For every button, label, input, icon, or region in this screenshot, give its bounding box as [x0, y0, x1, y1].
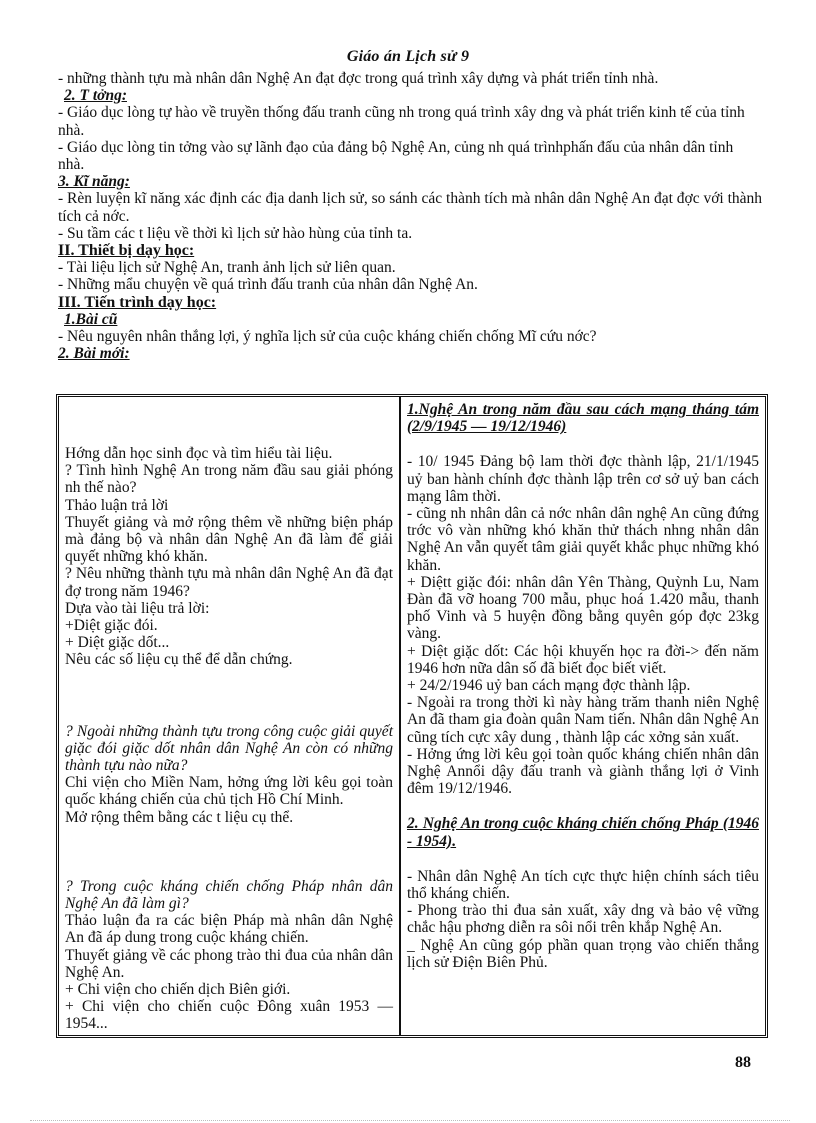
text-line: - cũng nh nhân dân cả nớc nhân dân nghệ An cũng đứng trớc vô vàn những khó khăn thử thách nhng nhân dân Nghệ An vẫn quyết tâm giải quyết khắc phục những khó khăn.	[407, 505, 759, 574]
text-line: ? Nêu những thành tựu mà nhân dân Nghệ An đã đạt đợ trong năm 1946?	[65, 565, 393, 600]
text-line: Chi viện cho Miền Nam, hởng ứng lời kêu gọi toàn quốc kháng chiến của chủ tịch Hồ Chí Minh.	[65, 774, 393, 809]
text-line: - Phong trào thi đua sản xuất, xây dng và bảo vệ vững chắc hậu phơng diễn ra sôi nổi trên khắp Nghệ An.	[407, 902, 759, 937]
text-line: - 10/ 1945 Đảng bộ lam thời đợc thành lập, 21/1/1945 uỷ ban hành chính đợc thành lập trên cơ sở uỷ ban cách mạng lâm thời.	[407, 453, 759, 505]
text-line: + Chi viện cho chiến dịch Biên giới.	[65, 981, 291, 999]
text-line: ? Tình hình Nghệ An trong năm đầu sau giải phóng nh thế nào?	[65, 462, 393, 497]
text-line: + Diệt giặc dốt...	[65, 634, 170, 652]
subheading-old-lesson: 1.Bài cũ	[64, 310, 118, 328]
page-header: Giáo án Lịch sử 9	[346, 48, 470, 65]
content-column	[401, 397, 765, 1035]
text-line: + Diệtt giặc đói: nhân dân Yên Thàng, Quỳnh Lu, Nam Đàn đã vỡ hoang 700 mẫu, phục hoá 1.420 mẫu, thanh phố Vinh và 5 huyện đồng bằng quyên góp đợc 23kg vàng.	[407, 573, 759, 643]
footer-divider	[30, 1120, 790, 1121]
text-line: - những thành tựu mà nhân dân Nghệ An đạt đợc trong quá trình xây dựng và phát triển tỉnh nhà.	[58, 70, 659, 87]
text-line: Thuyết giảng về các phong trào thi đua của nhân dân Nghệ An.	[65, 946, 393, 981]
lesson-intro	[58, 70, 763, 362]
subheading-new-lesson: 2. Bài mới:	[58, 345, 130, 363]
subheading-skills: 3. Kĩ năng:	[58, 173, 130, 191]
text-line: Dựa vào tài liệu trả lời:	[65, 599, 210, 617]
question-line: ? Ngoài những thành tựu trong công cuộc giải quyết giặc đói giặc dốt nhân dân Nghệ An còn có những thành tựu nào nữa?	[65, 722, 393, 775]
text-line: + 24/2/1946 uỷ ban cách mạng đợc thành lập.	[407, 677, 691, 695]
content-heading-2: 2. Nghệ An trong cuộc kháng chiến chống Pháp (1946 - 1954).	[407, 815, 759, 850]
text-line: + Diệt giặc dốt: Các hội khuyến học ra đời-> đến năm 1946 hơn nữa dân số đã biết đọc biết viết.	[407, 642, 759, 677]
text-line: Thảo luận đa ra các biện Pháp mà nhân dân Nghệ An đã áp dung trong cuộc kháng chiến.	[65, 912, 393, 947]
text-line: +Diệt giặc đói.	[65, 617, 158, 635]
content-heading-1: 1.Nghệ An trong năm đầu sau cách mạng tháng tám (2/9/1945 — 19/12/1946)	[407, 401, 759, 436]
text-line: Thuyết giảng và mở rộng thêm về những biện pháp mà đảng bộ và nhân dân Nghệ An đã làm để giải quyết những khó khăn.	[65, 513, 393, 566]
text-line: - Giáo dục lòng tin tởng vào sự lãnh đạo của đảng bộ Nghệ An, củng nh quá trìnhphấn đấu của nhân dân tỉnh nhà.	[58, 138, 734, 174]
text-line: Nêu các số liệu cụ thể để dẫn chứng.	[65, 651, 293, 669]
teacher-activities-column	[59, 397, 401, 1035]
text-line: Mở rộng thêm bằng các t liệu cụ thể.	[65, 808, 294, 826]
text-line: - Nhân dân Nghệ An tích cực thực hiện chính sách tiêu thổ kháng chiến.	[407, 867, 759, 903]
subheading-thought: 2. T tởng:	[64, 87, 127, 105]
text-line: - Những mẩu chuyện về quá trình đấu tranh của nhân dân Nghệ An.	[58, 276, 478, 294]
page-number: 88	[735, 1054, 751, 1071]
text-line: - Rèn luyện kĩ năng xác định các địa danh lịch sử, so sánh các thành tích mà nhân dân Nghệ An đạt đợc với thành tích cả nớc.	[58, 190, 763, 225]
text-line: - Tài liệu lịch sử Nghệ An, tranh ảnh lịch sử liên quan.	[58, 259, 396, 277]
section-equipment: II. Thiết bị dạy học:	[58, 242, 195, 260]
text-line: - Giáo dục lòng tự hào về truyền thống đấu tranh cũng nh trong quá trình xây dng và phát triển kinh tế của tỉnh nhà.	[58, 104, 745, 139]
text-line: - Su tầm các t liệu về thời kì lịch sử hào hùng của tỉnh ta.	[58, 224, 413, 242]
text-line: - Ngoài ra trong thời kì này hàng trăm thanh niên Nghệ An đã tham gia đoàn quân Nam tiến. Nhân dân Nghệ An cũng tích cực xây dung , thành lập các xởng sản xuất.	[407, 694, 759, 746]
text-line: - Nêu nguyên nhân thắng lợi, ý nghĩa lịch sử của cuộc kháng chiến chống Mĩ cứu nớc?	[58, 328, 597, 346]
text-line: - Hởng ứng lời kêu gọi toàn quốc kháng chiến nhân dân Nghệ Annổi dậy đấu tranh và giành thắng lợi ở Vinh đêm 19/12/1946.	[407, 745, 759, 798]
text-line: Hớng dẫn học sinh đọc và tìm hiểu tài liệu.	[65, 445, 333, 462]
text-line: _ Nghệ An cũng góp phần quan trọng vào chiến thắng lịch sử Điện Biên Phủ.	[407, 936, 759, 971]
lesson-table	[56, 394, 768, 1038]
text-line: Thảo luận trả lời	[65, 496, 169, 514]
question-line: ? Trong cuộc kháng chiến chống Pháp nhân dân Nghệ An đã làm gì?	[65, 877, 393, 913]
text-line: + Chi viện cho chiến cuộc Đông xuân 1953 — 1954...	[65, 998, 393, 1033]
section-procedure: III. Tiến trình dạy học:	[58, 293, 217, 311]
